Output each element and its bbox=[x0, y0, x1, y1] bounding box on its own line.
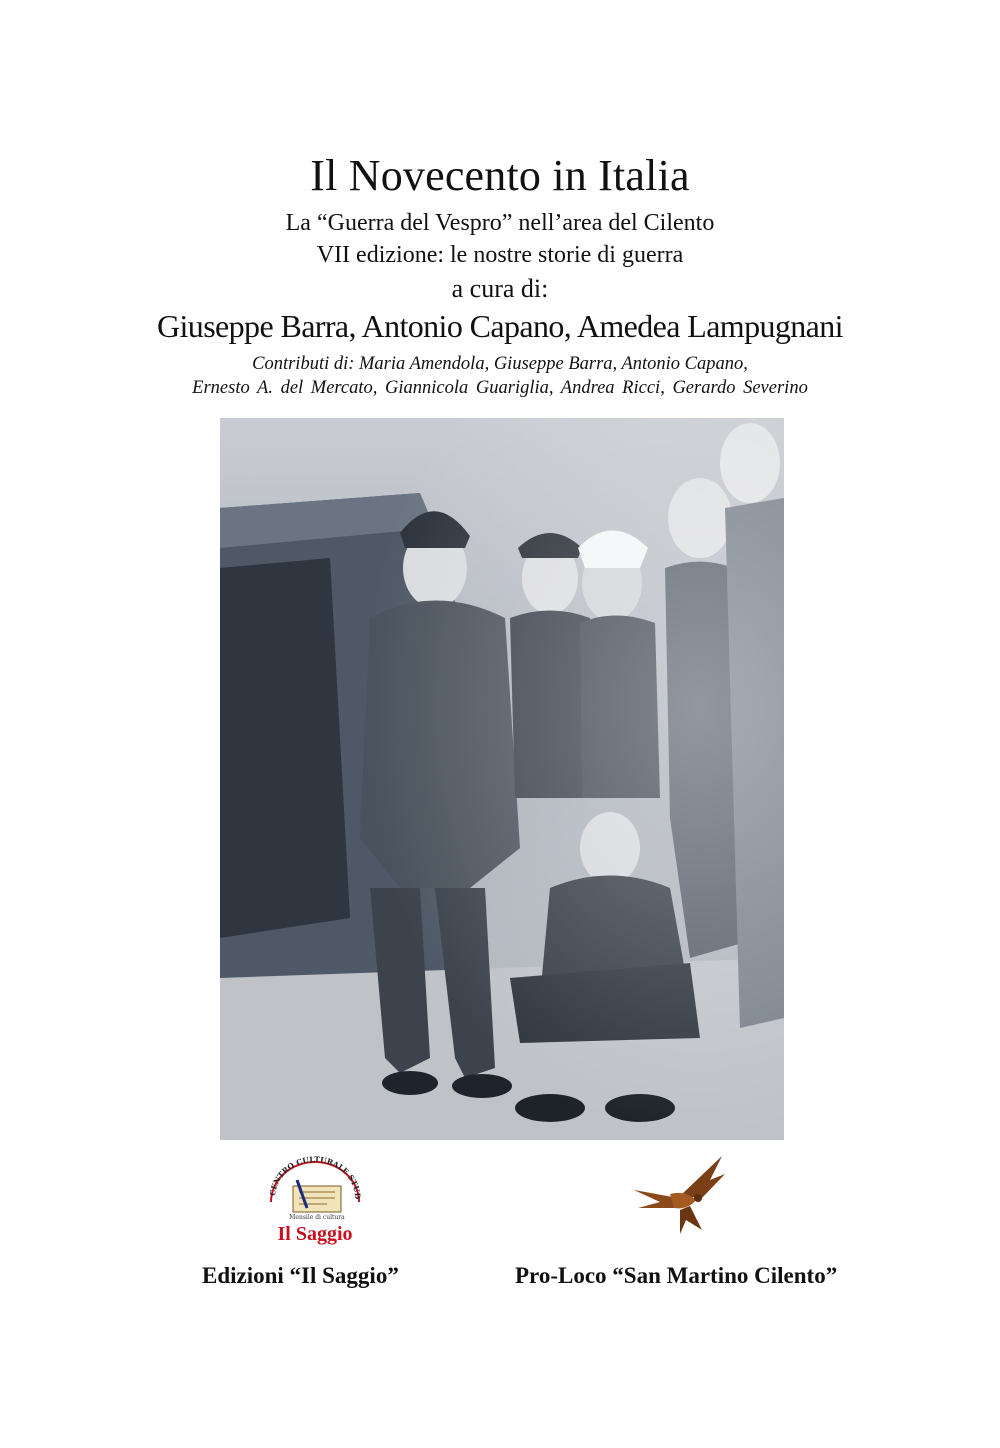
subtitle-line-2: VII edizione: le nostre storie di guerra bbox=[316, 242, 684, 268]
contributors-line-2: Ernesto A. del Mercato, Giannicola Guariglia, Andrea Ricci, Gerardo Severino bbox=[192, 378, 808, 398]
publisher-il-saggio: Edizioni “Il Saggio” bbox=[202, 1263, 399, 1288]
svg-text:CENTRO CULTURALE STUDI STORICI: CENTRO CULTURALE STUD bbox=[268, 1154, 363, 1200]
cover-photograph bbox=[220, 418, 784, 1140]
svg-text:Mensile di cultura: Mensile di cultura bbox=[289, 1214, 345, 1221]
book-title: Il Novecento in Italia bbox=[310, 151, 690, 200]
il-saggio-logo bbox=[257, 1150, 373, 1246]
svg-text:Il Saggio: Il Saggio bbox=[277, 1223, 353, 1245]
subtitle-line-1: La “Guerra del Vespro” nell’area del Cilento bbox=[285, 210, 715, 236]
bird-logo bbox=[630, 1150, 730, 1240]
contributors-line-1: Contributi di: Maria Amendola, Giuseppe Barra, Antonio Capano, bbox=[252, 354, 748, 374]
editors-line: Giuseppe Barra, Antonio Capano, Amedea Lampugnani bbox=[157, 308, 843, 344]
publisher-pro-loco: Pro-Loco “San Martino Cilento” bbox=[515, 1263, 838, 1288]
curated-by-label: a cura di: bbox=[451, 274, 549, 303]
